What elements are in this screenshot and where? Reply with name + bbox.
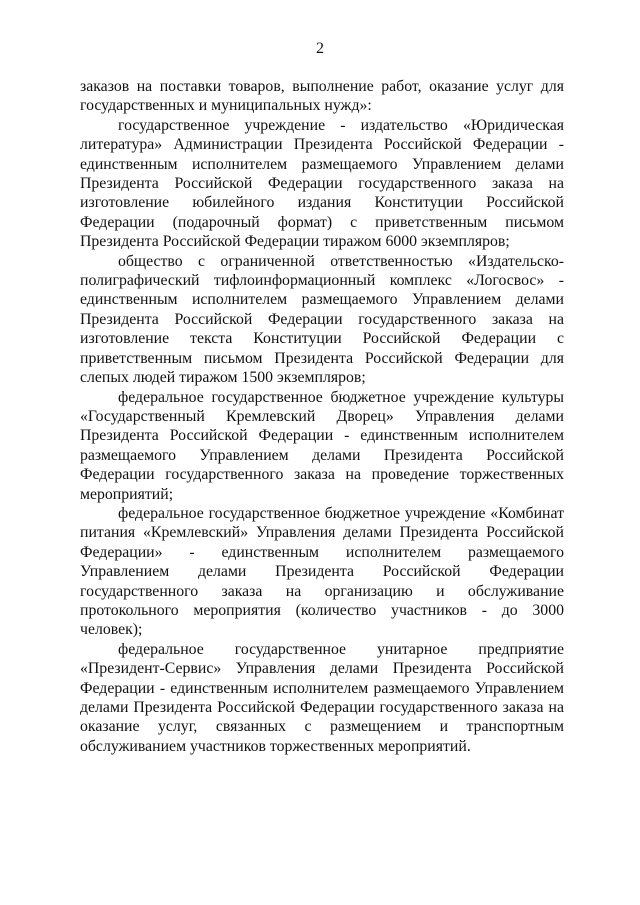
- paragraph-kremlin-palace: [80, 388, 564, 504]
- text-line: полиграфический тифлоинформационный комплекс «Логосвос» -: [80, 272, 564, 290]
- text-line: Управлением делами Президента Российской Федерации: [80, 679, 564, 716]
- text-line: общество с ограниченной ответственностью «Издательско-: [118, 252, 564, 270]
- text-line: слепых людей тиражом 1500 экземпляров;: [80, 369, 366, 387]
- text-line: мероприятий.: [378, 737, 471, 755]
- text-line: федеральное государственное унитарное предприятие: [118, 640, 564, 658]
- text-line: заказов на поставки товаров, выполнение работ, оказание услуг для: [80, 78, 564, 95]
- text-line: «Комбинат питания «Кремлевский» Управления делами Президента: [80, 504, 564, 542]
- text-line: 3000 человек);: [80, 601, 564, 639]
- text-line: Президента Российской Федерации - единственным исполнителем: [80, 427, 564, 445]
- paragraph-yuridicheskaya-literatura: [80, 116, 564, 252]
- page-number: 2: [316, 40, 324, 57]
- text-line: Федерации (подарочный формат) с приветственным письмом: [80, 213, 564, 231]
- paragraph-president-service: [80, 640, 564, 756]
- paragraph-continuation: [80, 77, 564, 116]
- text-line: протокольного мероприятия (количество участников - до: [80, 601, 518, 619]
- text-line: Управлением делами Президента Российской Федерации: [80, 563, 564, 581]
- text-line: изготовление юбилейного издания Конституции Российской: [80, 194, 564, 212]
- text-line: государственных и муниципальных нужд»:: [80, 97, 372, 115]
- document-body: [80, 77, 564, 756]
- text-line: «Государственный Кремлевский Дворец» Управления делами: [80, 407, 564, 425]
- text-line: Президента Российской Федерации тиражом 6000 экземпляров;: [80, 233, 510, 251]
- text-line: Российской Федерации» - единственным исполнителем размещаемого: [80, 524, 565, 561]
- text-line: Президента Российской Федерации государственного заказа на: [80, 310, 564, 328]
- text-line: государственное учреждение - издательство «Юридическая: [118, 116, 564, 134]
- text-line: «Президент-Сервис» Управления делами Президента Российской: [80, 660, 564, 678]
- text-line: государственного заказа на организацию и обслуживание: [80, 582, 564, 600]
- text-line: Федерации - единственным исполнителем размещаемого: [80, 679, 470, 697]
- text-line: Федерации государственного заказа на проведение торжественных: [80, 466, 564, 484]
- paragraph-kombinat-pitaniya: [80, 504, 564, 640]
- text-line: Президента Российской Федерации государственного заказа на: [80, 175, 564, 193]
- text-line: федеральное государственное бюджетное учреждение: [118, 504, 486, 522]
- text-line: государственного заказа на оказание услуг, связанных с размещением: [80, 699, 564, 736]
- text-line: приветственным письмом Президента Российской Федерации для: [80, 349, 564, 367]
- paragraph-logosvos: [80, 252, 564, 388]
- text-line: мероприятий;: [80, 485, 174, 503]
- text-line: размещаемого Управлением делами Президента Российской: [80, 446, 564, 464]
- text-line: федеральное государственное бюджетное учреждение культуры: [118, 388, 564, 406]
- text-line: единственным исполнителем размещаемого Управлением делами: [80, 155, 564, 173]
- text-line: изготовление текста Конституции Российской Федерации с: [80, 330, 564, 348]
- text-line: и транспортным обслуживанием участников торжественных: [80, 718, 565, 755]
- text-line: литература» Администрации Президента Российской Федерации -: [80, 136, 564, 154]
- text-line: единственным исполнителем размещаемого Управлением делами: [80, 291, 564, 309]
